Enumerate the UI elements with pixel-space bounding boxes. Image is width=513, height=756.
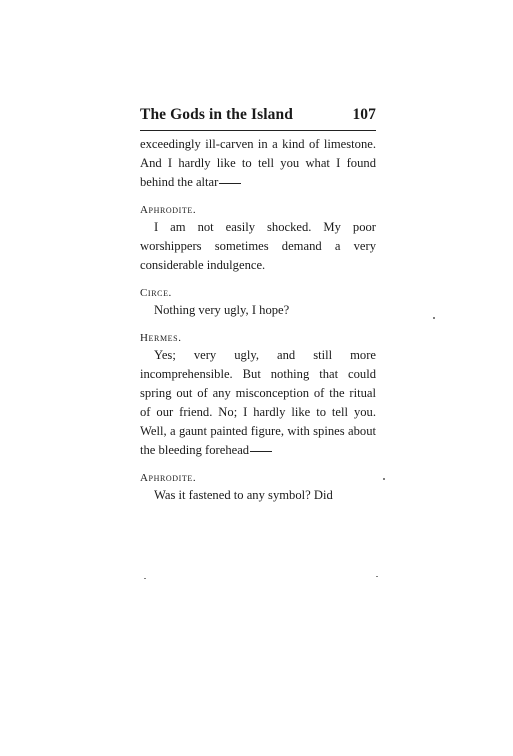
running-head [140, 106, 376, 126]
em-dash-rule [250, 451, 272, 452]
em-dash-rule [219, 183, 241, 184]
speaker-label: Aphrodite. [140, 472, 197, 484]
speaker-label: Aphrodite. [140, 204, 197, 216]
page-body [140, 135, 376, 505]
scan-speck [433, 317, 435, 319]
page-number: 107 [352, 106, 376, 123]
continuation-text: exceedingly ill-carven in a kind of limestone. And I hardly like to tell you what I found behind the altar [140, 137, 376, 189]
speech-paragraph [140, 346, 376, 460]
continuation-paragraph [140, 135, 376, 192]
speaker-label: Hermes. [140, 332, 182, 344]
speech-paragraph: I am not easily shocked. My poor worshippers sometimes demand a very considerable indulgence. [140, 220, 376, 272]
scan-speck [383, 478, 385, 480]
speech-paragraph: Nothing very ugly, I hope? [154, 303, 290, 317]
header-rule [140, 130, 376, 131]
scan-speck [144, 578, 146, 579]
speaker-label: Circe. [140, 287, 172, 299]
speech-text: Yes; very ugly, and still more incomprehensible. But nothing that could spring out of any misconception of the ritual of our friend. No; I hardly like to tell you. Well, a gaunt painted figure, with spines about the bleeding forehead [140, 348, 376, 457]
scan-speck [376, 576, 378, 577]
book-page [140, 0, 376, 756]
speech-paragraph: Was it fastened to any symbol? Did [154, 488, 333, 502]
running-head-title: The Gods in the Island [140, 106, 293, 123]
